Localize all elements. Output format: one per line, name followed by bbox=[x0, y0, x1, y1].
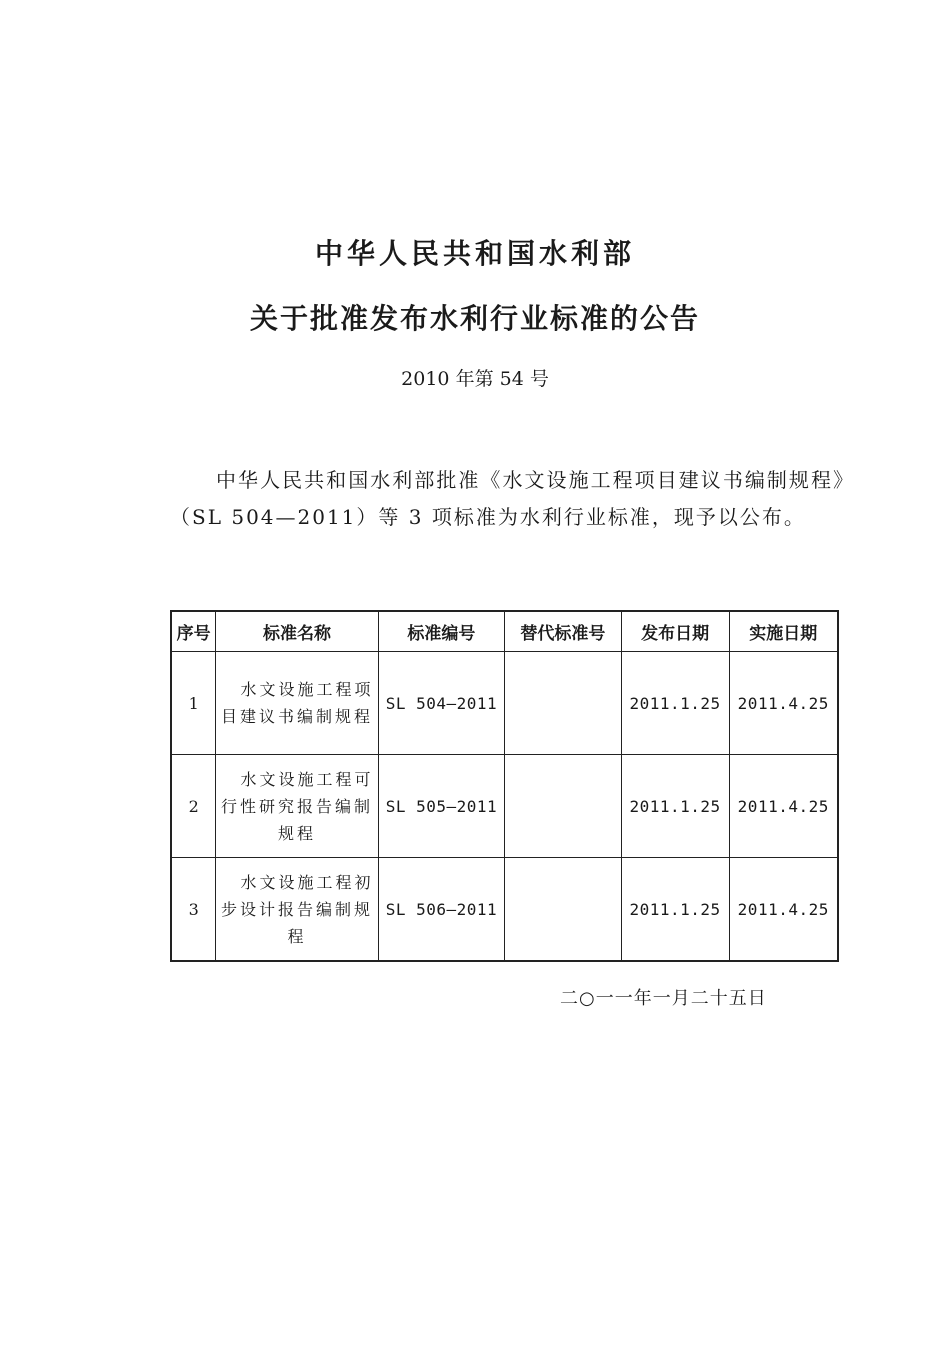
standards-table bbox=[170, 610, 839, 962]
publish-date: 2011.1.25 bbox=[621, 858, 729, 962]
replaced-code bbox=[505, 858, 621, 962]
row-index: 1 bbox=[171, 652, 216, 755]
effective-date: 2011.4.25 bbox=[729, 652, 838, 755]
row-index: 2 bbox=[171, 755, 216, 858]
effective-date: 2011.4.25 bbox=[729, 858, 838, 962]
header-cell-code: 标准编号 bbox=[378, 611, 505, 652]
header-cell-publish-date: 发布日期 bbox=[621, 611, 729, 652]
announcement-issuer: 中华人民共和国水利部 bbox=[314, 237, 635, 270]
standard-name: 水文设施工程项目建议书编制规程 bbox=[220, 680, 374, 726]
table-row bbox=[171, 755, 838, 858]
announcement-body: 中华人民共和国水利部批准《水文设施工程项目建议书编制规程》（SL 504—2011）等 3 项标准为水利行业标准，现予以公布。 bbox=[170, 468, 845, 529]
effective-date: 2011.4.25 bbox=[729, 755, 838, 858]
header-cell-name: 标准名称 bbox=[216, 611, 378, 652]
table-row bbox=[171, 652, 838, 755]
standard-code: SL 505—2011 bbox=[378, 755, 505, 858]
publish-date: 2011.1.25 bbox=[621, 755, 729, 858]
table-header-row bbox=[171, 611, 838, 652]
replaced-code bbox=[505, 652, 621, 755]
row-index: 3 bbox=[171, 858, 216, 962]
header-cell-replaced-code: 替代标准号 bbox=[505, 611, 621, 652]
replaced-code bbox=[505, 755, 621, 858]
header-cell-index: 序号 bbox=[171, 611, 216, 652]
standard-code: SL 504—2011 bbox=[378, 652, 505, 755]
standard-name: 水文设施工程可行性研究报告编制规程 bbox=[220, 769, 374, 843]
table-row bbox=[171, 858, 838, 962]
header-cell-effective-date: 实施日期 bbox=[729, 611, 838, 652]
publish-date: 2011.1.25 bbox=[621, 652, 729, 755]
announcement-title: 关于批准发布水利行业标准的公告 bbox=[249, 302, 700, 335]
issue-date: 二○一一年一月二十五日 bbox=[560, 988, 767, 1009]
document-number: 2010 年第 54 号 bbox=[401, 368, 549, 390]
standard-code: SL 506—2011 bbox=[378, 858, 505, 962]
standard-name: 水文设施工程初步设计报告编制规程 bbox=[220, 872, 374, 946]
